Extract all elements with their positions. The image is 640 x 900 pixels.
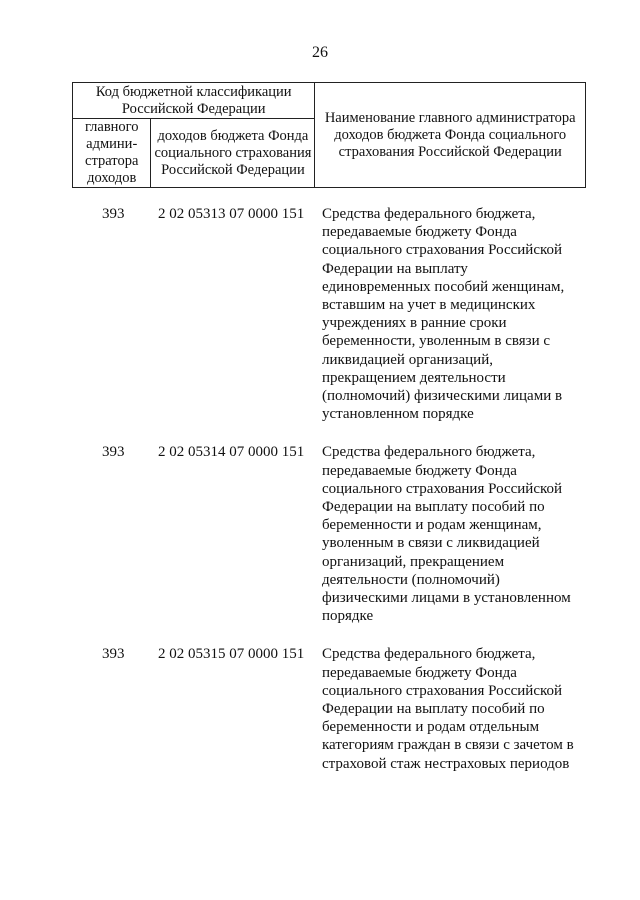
- income-description: [322, 645, 584, 772]
- description-line: Федерации на выплату: [322, 260, 468, 277]
- admin-code: 393: [102, 206, 125, 222]
- budget-income-header: доходов бюджета Фонда социального страхования Российской Федерации: [151, 119, 315, 188]
- description-line: социального страхования Российской: [322, 242, 563, 259]
- description-line: социального страхования Российской: [322, 682, 563, 699]
- description-line: Федерации на выплату пособий по: [322, 701, 545, 718]
- description-line: социального страхования Российской: [322, 480, 563, 497]
- description-line: беременности и родам отдельным: [322, 719, 540, 736]
- description-line: передаваемые бюджету Фонда: [322, 224, 517, 241]
- budget-code-group-header: Код бюджетной классификации Российской Федерации: [73, 83, 315, 119]
- description-line: (полномочий) физическими лицами в: [322, 388, 563, 405]
- main-administrator-header: главного админи-стратора доходов: [73, 119, 151, 188]
- page-number: 26: [312, 44, 328, 61]
- description-line: ликвидацией организаций,: [322, 351, 493, 368]
- income-code: 2 02 05314 07 0000 151: [158, 444, 305, 461]
- table-row: [0, 443, 640, 625]
- description-line: передаваемые бюджету Фонда: [322, 664, 517, 681]
- admin-code: 393: [102, 646, 125, 663]
- description-line: физическими лицами в установленном: [322, 590, 571, 607]
- description-line: порядке: [322, 608, 374, 625]
- description-line: категориям граждан в связи с зачетом в: [322, 737, 574, 754]
- description-line: Средства федерального бюджета,: [322, 206, 536, 222]
- description-line: деятельности (полномочий): [322, 571, 500, 588]
- description-line: Средства федерального бюджета,: [322, 444, 536, 461]
- table-row: [0, 205, 640, 423]
- income-description: [322, 443, 584, 625]
- income-description: [322, 205, 584, 423]
- income-code: 2 02 05313 07 0000 151: [158, 206, 305, 222]
- administrator-name-header: Наименование главного администратора доходов бюджета Фонда социального страхования Российской Федерации: [315, 83, 586, 188]
- description-line: передаваемые бюджету Фонда: [322, 462, 517, 479]
- description-line: уволенным в связи с ликвидацией: [322, 535, 540, 552]
- income-code: 2 02 05315 07 0000 151: [158, 646, 305, 663]
- description-line: Федерации на выплату пособий по: [322, 499, 545, 516]
- description-line: установленном порядке: [322, 406, 474, 423]
- description-line: организаций, прекращением: [322, 553, 505, 570]
- description-line: единовременных пособий женщинам,: [322, 278, 565, 295]
- description-line: страховой стаж нестраховых периодов: [322, 755, 570, 772]
- description-line: Средства федерального бюджета,: [322, 646, 536, 663]
- description-line: беременности, уволенным в связи с: [322, 333, 551, 350]
- description-line: учреждениях в ранние сроки: [322, 315, 507, 332]
- admin-code: 393: [102, 444, 125, 461]
- classification-entries: [0, 205, 640, 773]
- classification-header-table: [72, 82, 586, 188]
- description-line: вставшим на учет в медицинских: [322, 297, 536, 314]
- description-line: беременности и родам женщинам,: [322, 517, 542, 534]
- table-row: [0, 645, 640, 772]
- description-line: прекращением деятельности: [322, 369, 506, 386]
